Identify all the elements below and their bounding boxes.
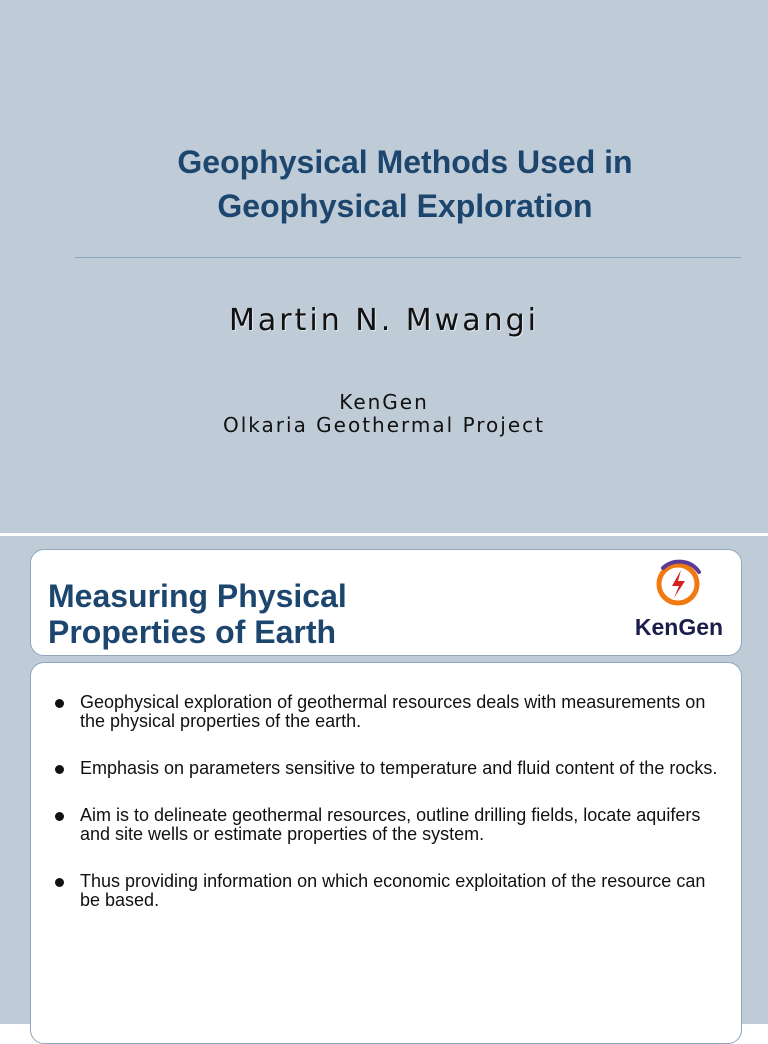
- bullet-list: [53, 693, 723, 938]
- bullet-text: Emphasis on parameters sensitive to temperature and fluid content of the rocks.: [80, 758, 718, 778]
- bullet-dot-icon: [55, 812, 64, 821]
- bullet-dot-icon: [55, 699, 64, 708]
- slide-title: [48, 578, 347, 650]
- organization: [0, 391, 768, 437]
- content-slide: [0, 536, 768, 1024]
- kengen-flame-logo-icon: [627, 558, 731, 614]
- bullet-dot-icon: [55, 878, 64, 887]
- slide-header: [30, 549, 742, 656]
- title-line-2: Geophysical Exploration: [217, 188, 593, 224]
- title-line-1: Geophysical Methods Used in: [177, 144, 633, 180]
- kengen-logo: [627, 558, 731, 648]
- bullet-text: Thus providing information on which economic exploitation of the resource can be based.: [80, 871, 706, 910]
- org-line-1: KenGen: [339, 390, 429, 414]
- logo-text: KenGen: [634, 614, 724, 640]
- slide-title-line-2: Properties of Earth: [48, 614, 337, 650]
- slide-title-line-1: Measuring Physical: [48, 578, 347, 614]
- bullet-item: [53, 693, 723, 731]
- org-line-2: Olkaria Geothermal Project: [223, 413, 545, 437]
- title-divider: [75, 257, 741, 258]
- bullet-item: [53, 806, 723, 844]
- bullet-item: [53, 872, 723, 910]
- presentation-title: [0, 140, 768, 228]
- slide-body: [30, 662, 742, 1044]
- author-name: Martin N. Mwangi: [229, 303, 539, 338]
- bullet-item: [53, 759, 723, 778]
- bullet-text: Aim is to delineate geothermal resources, outline drilling fields, locate aquifers and site wells or estimate properties of the system.: [80, 805, 701, 844]
- bullet-text: Geophysical exploration of geothermal resources deals with measurements on the physical properties of the earth.: [80, 692, 706, 731]
- bullet-dot-icon: [55, 765, 64, 774]
